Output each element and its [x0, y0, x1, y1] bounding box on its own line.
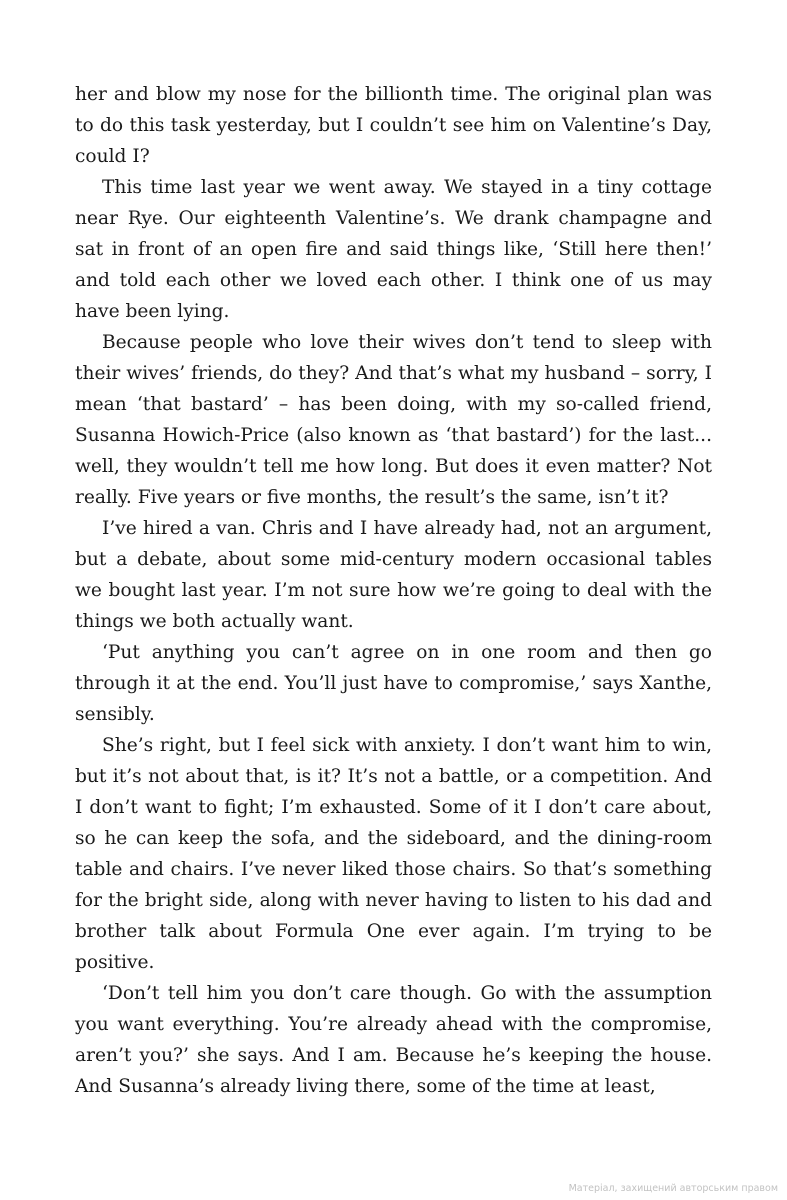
copyright-watermark: Матеріал, захищений авторським правом	[568, 1183, 778, 1194]
paragraph-6: She’s right, but I feel sick with anxiety. I don’t want him to win, but it’s not about that, is it? It’s not a battle, or a competition. And I don’t want to fight; I’m exhausted. Some of it I don’t care about, so he can keep the sofa, and the sideboard, and the dining-room table and chairs. I’ve never liked those chairs. So that’s something for the bright side, along with never having to listen to his dad and brother talk about Formula One ever again. I’m trying to be positive.	[75, 735, 712, 973]
paragraph-3: Because people who love their wives don’t tend to sleep with their wives’ friends, do they? And that’s what my husband – sorry, I mean ‘that bastard’ – has been doing, with my so-called friend, Susanna Howich-Price (also known as ‘that bastard’) for the last... well, they wouldn’t tell me how long. But does it even matter? Not really. Five years or five months, the result’s the same, isn’t it?	[75, 332, 712, 508]
paragraph-4: I’ve hired a van. Chris and I have already had, not an argument, but a debate, about some mid-century modern occasional tables we bought last year. I’m not sure how we’re going to deal with the things we both actually want.	[75, 518, 712, 632]
page-text	[75, 79, 712, 1102]
paragraph-2: This time last year we went away. We stayed in a tiny cottage near Rye. Our eighteenth Valentine’s. We drank champagne and sat in front of an open fire and said things like, ‘Still here then!’ and told each other we loved each other. I think one of us may have been lying.	[75, 177, 712, 322]
paragraph-7: ‘Don’t tell him you don’t care though. Go with the assumption you want everything. You’re already ahead with the compromise, aren’t you?’ she says. And I am. Because he’s keeping the house. And Susanna’s already living there, some of the time at least,	[75, 983, 712, 1097]
paragraph-1: her and blow my nose for the billionth time. The original plan was to do this task yesterday, but I couldn’t see him on Valentine’s Day, could I?	[75, 84, 712, 167]
paragraph-5: ‘Put anything you can’t agree on in one room and then go through it at the end. You’ll just have to compromise,’ says Xanthe, sensibly.	[75, 642, 712, 725]
